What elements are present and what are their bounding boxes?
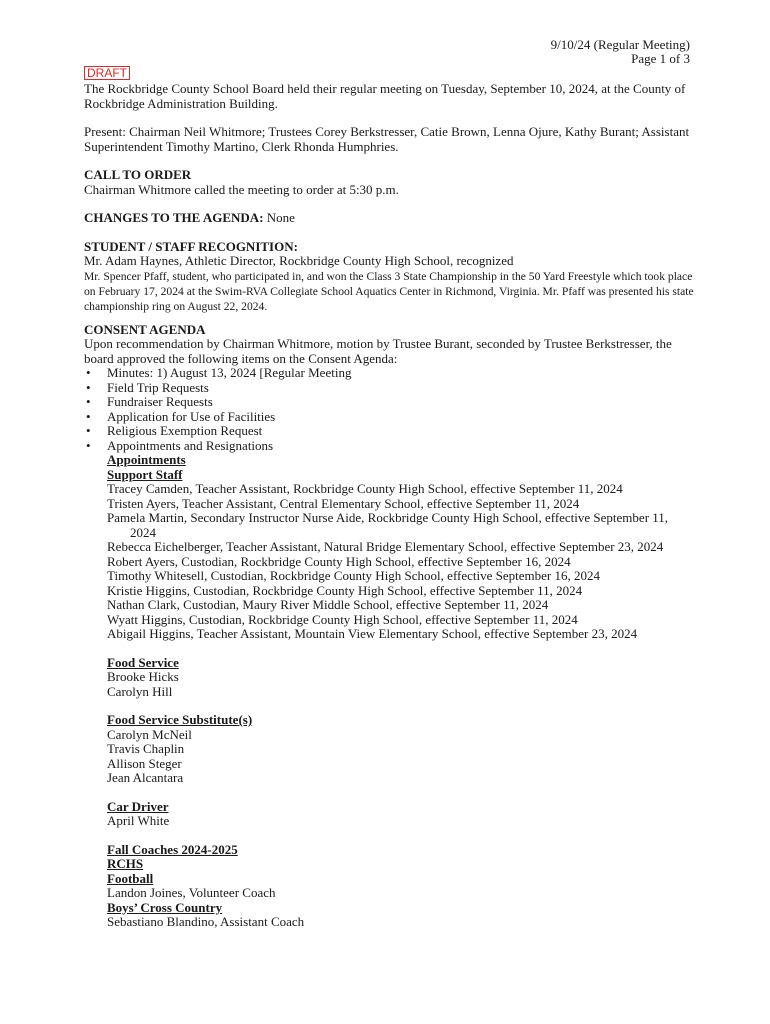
list-item: Abigail Higgins, Teacher Assistant, Mountain View Elementary School, effective September 23, 2024 bbox=[107, 626, 638, 641]
list-item: Jean Alcantara bbox=[107, 770, 184, 785]
present-paragraph: Present: Chairman Neil Whitmore; Trustees Corey Berkstresser, Catie Brown, Lenna Ojure, Kathy Burant; Assistant Superintendent Timothy Martino, Clerk Rhonda Humphries. bbox=[84, 124, 690, 154]
list-item: Landon Joines, Volunteer Coach bbox=[107, 885, 276, 900]
food-service-sub-heading: Food Service Substitute(s) bbox=[107, 712, 253, 727]
recognition-heading: STUDENT / STAFF RECOGNITION: bbox=[84, 238, 298, 254]
page-number: Page 1 of 3 bbox=[631, 51, 690, 66]
list-item: Wyatt Higgins, Custodian, Rockbridge County High School, effective September 11, 2024 bbox=[107, 611, 578, 627]
appointments-heading: Appointments bbox=[107, 452, 186, 467]
changes-text: None bbox=[263, 210, 295, 225]
cross-country-heading: Boys’ Cross Country bbox=[107, 899, 223, 915]
appointments-section bbox=[107, 453, 696, 930]
list-item: Tracey Camden, Teacher Assistant, Rockbridge County High School, effective September 11, 2024 bbox=[107, 481, 623, 496]
call-to-order-text: Chairman Whitmore called the meeting to order at 5:30 p.m. bbox=[84, 181, 399, 197]
list-item: Kristie Higgins, Custodian, Rockbridge County High School, effective September 11, 2024 bbox=[107, 582, 583, 598]
list-item: Robert Ayers, Custodian, Rockbridge County High School, effective September 16, 2024 bbox=[107, 553, 571, 569]
meeting-date: 9/10/24 (Regular Meeting) bbox=[550, 37, 690, 52]
draft-stamp: DRAFT bbox=[84, 66, 130, 80]
car-driver-heading: Car Driver bbox=[107, 798, 169, 814]
list-item: Allison Steger bbox=[107, 755, 182, 771]
list-item: Nathan Clark, Custodian, Maury River Middle School, effective September 11, 2024 bbox=[107, 597, 549, 612]
consent-items bbox=[84, 366, 696, 453]
fall-coaches-heading: Fall Coaches 2024-2025 bbox=[107, 841, 238, 857]
document-body bbox=[84, 66, 696, 930]
support-staff-heading: Support Staff bbox=[107, 466, 183, 482]
list-item: • Fundraiser Requests bbox=[84, 395, 696, 410]
list-item: • Minutes: 1) August 13, 2024 [Regular Meeting bbox=[84, 366, 696, 381]
list-item: Tristen Ayers, Teacher Assistant, Central Elementary School, effective September 11, 2024 bbox=[107, 495, 580, 511]
list-item: April White bbox=[107, 813, 170, 828]
intro-paragraph: The Rockbridge County School Board held their regular meeting on Tuesday, September 10, 2024, at the County of Rockbridge Administration Building. bbox=[84, 81, 686, 111]
changes-heading: CHANGES TO THE AGENDA: bbox=[84, 210, 264, 225]
changes-section bbox=[84, 211, 696, 226]
list-item: Timothy Whitesell, Custodian, Rockbridge County High School, effective September 16, 2024 bbox=[107, 568, 600, 583]
consent-text: Upon recommendation by Chairman Whitmore, motion by Trustee Burant, seconded by Trustee Berkstresser, the board approved the following items on the Consent Agenda: bbox=[84, 336, 672, 366]
recognition-text: Mr. Spencer Pfaff, student, who participated in, and won the Class 3 State Championship in the 50 Yard Freestyle which took place on February 17, 2024 at the Swim-RVA Collegiate School Aquatics Center in Richmond, Virginia. Mr. Pfaff was presented his state championship ring on August 22, 2024. bbox=[84, 269, 694, 313]
list-item: • Religious Exemption Request bbox=[84, 424, 696, 439]
call-to-order-heading: CALL TO ORDER bbox=[84, 167, 192, 182]
food-service-heading: Food Service bbox=[107, 654, 179, 670]
list-item: Pamela Martin, Secondary Instructor Nurse Aide, Rockbridge County High School, effective September 11, 2024 bbox=[107, 510, 669, 540]
football-heading: Football bbox=[107, 870, 154, 886]
list-item: Rebecca Eichelberger, Teacher Assistant, Natural Bridge Elementary School, effective September 23, 2024 bbox=[107, 539, 664, 554]
list-item: • Appointments and Resignations bbox=[84, 439, 696, 454]
list-item: • Field Trip Requests bbox=[84, 381, 696, 396]
recognition-line: Mr. Adam Haynes, Athletic Director, Rockbridge County High School, recognized bbox=[84, 253, 514, 268]
list-item: Sebastiano Blandino, Assistant Coach bbox=[107, 914, 305, 929]
list-item: Brooke Hicks bbox=[107, 669, 179, 684]
rchs-heading: RCHS bbox=[107, 856, 144, 871]
page-header bbox=[551, 38, 690, 66]
list-item: • Application for Use of Facilities bbox=[84, 410, 696, 425]
list-item: Carolyn McNeil bbox=[107, 726, 192, 742]
list-item: Travis Chaplin bbox=[107, 741, 185, 756]
list-item: Carolyn Hill bbox=[107, 683, 173, 699]
consent-heading: CONSENT AGENDA bbox=[84, 321, 206, 337]
